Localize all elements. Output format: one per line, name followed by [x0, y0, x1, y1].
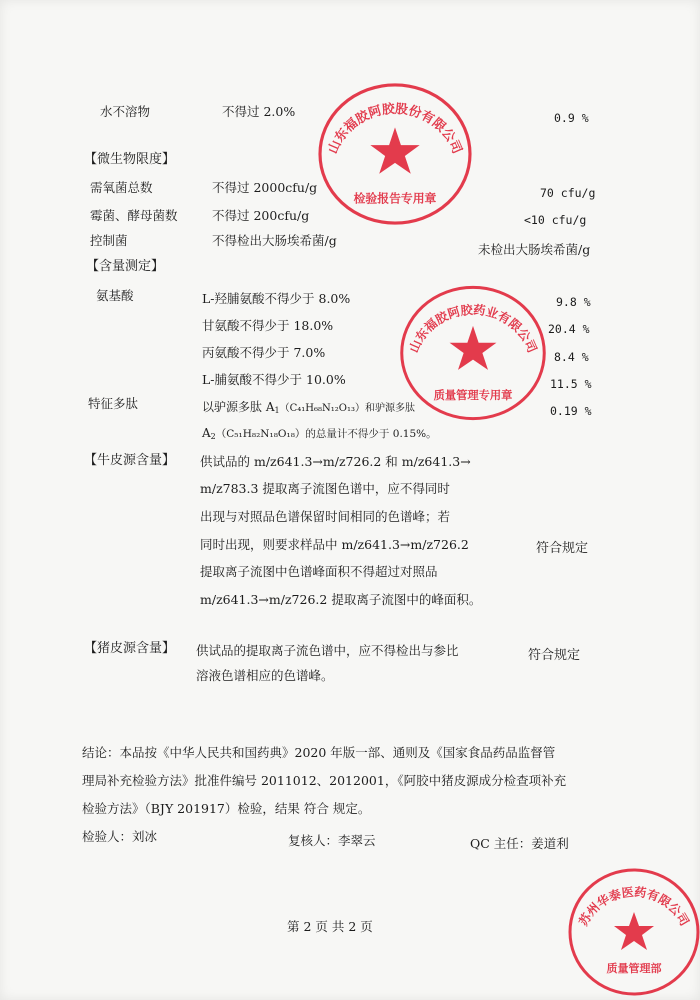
page-number: 第 2 页 共 2 页 [287, 919, 373, 934]
result-alanine: 8.4 % [554, 350, 589, 364]
inspector-signature: 检验人：刘冰 [82, 829, 158, 844]
result-control-bacteria: 未检出大肠埃希菌/g [478, 242, 591, 257]
limit-peptide-line1: 以驴源多肽 $A_1(C_{41}H_{68}N_{12}O_{13})$和驴源多肽 [202, 400, 415, 415]
cattle-line-6: m/z641.3→m/z726.2 提取离子流图中的峰面积。 [200, 592, 482, 607]
limit-control-bacteria: 不得检出大肠埃希菌/g [212, 233, 337, 248]
result-peptide: 0.19 % [550, 404, 592, 418]
item-aerobic-count: 需氧菌总数 [90, 180, 153, 195]
limit-aerobic-count: 不得过 2000cfu/g [212, 180, 318, 195]
limit-peptide-line2: $A_2(C_{51}H_{82}N_{18}O_{18})$的总量计不得少于 0.15%。 [202, 426, 437, 441]
item-water-insoluble: 水不溶物 [100, 104, 151, 119]
conclusion-line-2: 理局补充检验方法》批准件编号 2011012、2012001，《阿胶中猪皮源成分检查项补充 [82, 773, 567, 788]
item-characteristic-peptide: 特征多肽 [88, 396, 139, 411]
limit-water-insoluble: 不得过 2.0% [222, 104, 296, 119]
svg-text:山东福胶阿胶股份有限公司: 山东福胶阿胶股份有限公司 [325, 101, 465, 157]
svg-text:山东福胶阿胶药业有限公司: 山东福胶阿胶药业有限公司 [406, 302, 540, 355]
conclusion-line-1: 结论：本品按《中华人民共和国药典》2020 年版一部、通则及《国家食品药品监督管 [82, 745, 556, 760]
section-content-header: 【含量测定】 [86, 259, 165, 274]
quality-management-seal [398, 282, 548, 424]
svg-text:苏州华泰医药有限公司: 苏州华泰医药有限公司 [576, 884, 692, 929]
pig-line-2: 溶液色谱相应的色谱峰。 [196, 668, 334, 683]
cattle-line-4: 同时出现，则要求样品中 m/z641.3→m/z726.2 [200, 537, 469, 552]
cattle-line-3: 出现与对照品色谱保留时间相同的色谱峰；若 [200, 509, 451, 524]
result-mold-yeast: <10 cfu/g [524, 213, 587, 227]
limit-mold-yeast: 不得过 200cfu/g [212, 208, 310, 223]
limit-proline: L-脯氨酸不得少于 10.0% [202, 372, 346, 387]
cattle-line-2: m/z783.3 提取离子流图色谱中，应不得同时 [200, 481, 450, 496]
section-microbial-header: 【微生物限度】 [84, 152, 176, 167]
result-pig: 符合规定 [528, 648, 581, 663]
item-amino-acid: 氨基酸 [96, 288, 134, 303]
limit-alanine: 丙氨酸不得少于 7.0% [202, 345, 326, 360]
qc-director-signature: QC 主任：姜道利 [470, 836, 569, 851]
limit-hydroxyproline: L-羟脯氨酸不得少于 8.0% [202, 291, 351, 306]
item-control-bacteria: 控制菌 [90, 233, 128, 248]
section-cattle-header: 【牛皮源含量】 [84, 453, 176, 468]
limit-glycine: 甘氨酸不得少于 18.0% [202, 318, 334, 333]
result-water-insoluble: 0.9 % [554, 111, 589, 125]
distributor-quality-seal [566, 860, 700, 1000]
result-aerobic-count: 70 cfu/g [540, 186, 596, 200]
item-mold-yeast: 霉菌、酵母菌数 [90, 208, 178, 223]
conclusion-line-3: 检验方法》（BJY 201917）检验，结果 符合 规定。 [82, 801, 371, 816]
svg-text:质量管理专用章: 质量管理专用章 [433, 388, 513, 402]
svg-text:检验报告专用章: 检验报告专用章 [353, 191, 437, 206]
result-cattle: 符合规定 [536, 541, 589, 556]
inspection-report-seal [316, 80, 474, 228]
svg-text:质量管理部: 质量管理部 [606, 962, 662, 975]
result-glycine: 20.4 % [548, 322, 590, 336]
reviewer-signature: 复核人：李翠云 [288, 833, 376, 848]
cattle-line-1: 供试品的 m/z641.3→m/z726.2 和 m/z641.3→ [200, 454, 471, 469]
pig-line-1: 供试品的提取离子流色谱中，应不得检出与参比 [196, 643, 459, 658]
result-hydroxyproline: 9.8 % [556, 295, 591, 309]
section-pig-header: 【猪皮源含量】 [84, 641, 176, 656]
result-proline: 11.5 % [550, 377, 592, 391]
cattle-line-5: 提取离子流图中色谱峰面积不得超过对照品 [200, 564, 438, 579]
